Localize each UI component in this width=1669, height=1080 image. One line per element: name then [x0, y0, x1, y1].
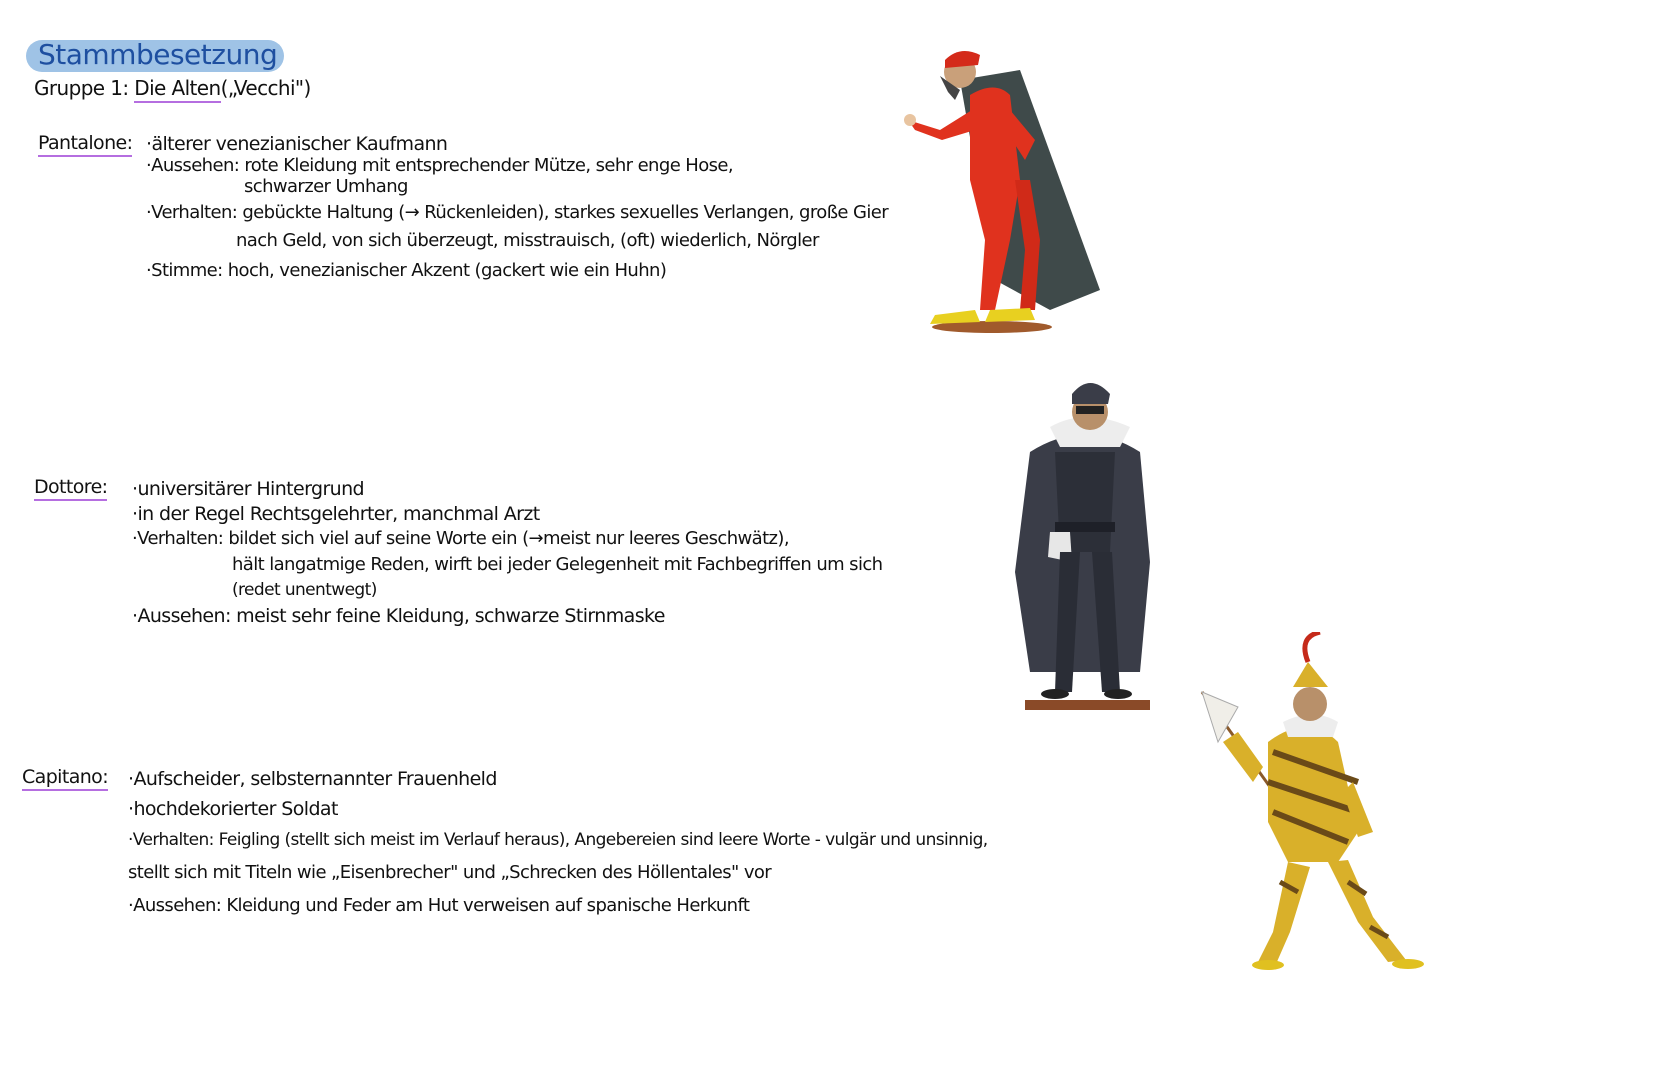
dottore-line: ·Verhalten: bildet sich viel auf seine Worte ein (→meist nur leeres Geschwätz),	[132, 528, 789, 549]
pantalone-line: ·älterer venezianischer Kaufmann	[146, 133, 448, 155]
dottore-line: ·in der Regel Rechtsgelehrter, manchmal Arzt	[132, 503, 540, 525]
dottore-line: hält langatmige Reden, wirft bei jeder Gelegenheit mit Fachbegriffen um sich	[232, 554, 883, 575]
group-alias: („Vecchi")	[220, 76, 311, 100]
capitano-line: ·Aussehen: Kleidung und Feder am Hut verweisen auf spanische Herkunft	[128, 895, 750, 916]
page-title: Stammbesetzung	[38, 38, 278, 71]
pantalone-line: ·Stimme: hoch, venezianischer Akzent (gackert wie ein Huhn)	[146, 260, 667, 281]
dottore-line: (redet unentwegt)	[232, 580, 377, 600]
capitano-figure	[1198, 632, 1433, 978]
capitano-line: ·Verhalten: Feigling (stellt sich meist im Verlauf heraus), Angebereien sind leere Worte - vulgär und unsinnig,	[128, 830, 988, 850]
pantalone-line: ·Verhalten: gebückte Haltung (→ Rückenleiden), starkes sexuelles Verlangen, große Gier	[146, 202, 889, 223]
pantalone-name: Pantalone:	[38, 132, 132, 157]
group-prefix: Gruppe 1:	[34, 76, 129, 100]
capitano-line: ·Aufscheider, selbsternannter Frauenheld	[128, 768, 497, 790]
group-name: Die Alten	[134, 76, 220, 103]
pantalone-line: schwarzer Umhang	[244, 176, 408, 197]
dottore-line: ·Aussehen: meist sehr feine Kleidung, schwarze Stirnmaske	[132, 605, 665, 627]
pantalone-figure	[900, 40, 1110, 335]
capitano-name: Capitano:	[22, 766, 108, 791]
dottore-figure	[1000, 372, 1170, 714]
group-line	[34, 76, 311, 100]
pantalone-line: ·Aussehen: rote Kleidung mit entsprechender Mütze, sehr enge Hose,	[146, 155, 734, 176]
capitano-line: ·hochdekorierter Soldat	[128, 798, 338, 820]
pantalone-line: nach Geld, von sich überzeugt, misstrauisch, (oft) wiederlich, Nörgler	[236, 230, 819, 251]
dottore-line: ·universitärer Hintergrund	[132, 478, 364, 500]
capitano-line: stellt sich mit Titeln wie „Eisenbrecher" und „Schrecken des Höllentales" vor	[128, 862, 772, 883]
dottore-name: Dottore:	[34, 476, 107, 501]
